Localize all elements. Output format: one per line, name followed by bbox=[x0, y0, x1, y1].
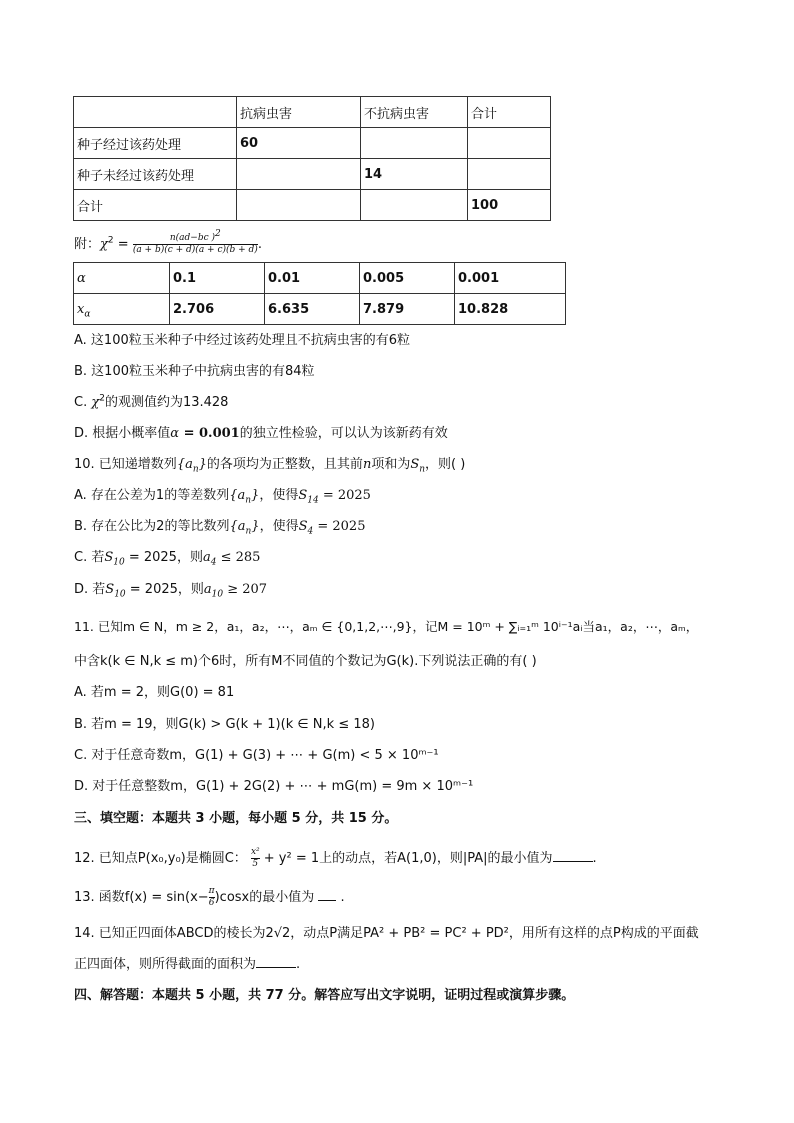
section-4-heading: 四、解答题：本题共 5 小题，共 77 分。解答应写出文字说明，证明过程或演算步骤。 bbox=[74, 988, 575, 1003]
appendix-formula: 附：$\chi^2$ = $\frac{n(ad-bc )^2}{(a + b)(c + d)(a + c)(b + d)}$ . bbox=[74, 229, 262, 255]
q13 bbox=[74, 886, 345, 909]
x-alpha-subscript: α bbox=[84, 309, 91, 320]
q9-c-text: 的观测值约为13.428 bbox=[104, 395, 229, 410]
q10-d-prefix: D. 若 bbox=[74, 582, 106, 597]
table-row bbox=[74, 190, 551, 221]
table-cell: 抗病虫害 bbox=[237, 97, 361, 128]
q14-tail: . bbox=[296, 957, 301, 972]
q12-frac-num: x² bbox=[250, 847, 260, 857]
q10-option-b: B. 存在公比为2的等比数列$\{a_n\}$，使得$S_4 = 2025$ bbox=[74, 519, 366, 537]
fraction-denominator: (a + b)(c + d)(a + c)(b + d) bbox=[132, 245, 258, 255]
table-cell bbox=[237, 159, 361, 190]
q13-mid: )cosx的最小值为 bbox=[214, 890, 315, 905]
q13-frac-num: π bbox=[208, 886, 215, 896]
table-cell: 合计 bbox=[74, 190, 237, 221]
q14-answer-blank[interactable] bbox=[256, 957, 296, 968]
q10-stem-d: ，则( ) bbox=[425, 457, 466, 472]
table-cell: 14 bbox=[361, 159, 468, 190]
q10-stem-b: 的各项均为正整数，且其前 bbox=[206, 457, 363, 472]
table-cell: 种子经过该药处理 bbox=[74, 128, 237, 159]
q14-line2 bbox=[74, 957, 300, 973]
q11-stem-line2: 中含k(k ∈ N,k ≤ m)个6时，所有M不同值的个数记为G(k).下列说法正确的有( ) bbox=[74, 654, 537, 669]
fraction-numerator: n(ad−bc ) bbox=[169, 233, 216, 243]
table-cell: 100 bbox=[468, 190, 551, 221]
table-row bbox=[74, 263, 566, 294]
table-cell bbox=[74, 97, 237, 128]
q12-frac-den: 5 bbox=[252, 859, 259, 869]
q9-d-text: 的独立性检验，可以认为该新药有效 bbox=[239, 426, 448, 441]
q13-frac-den: 6 bbox=[208, 898, 215, 908]
appendix-label: 附： bbox=[74, 237, 101, 252]
table-cell: 0.001 bbox=[455, 263, 566, 294]
critical-value-table bbox=[73, 262, 566, 325]
table-cell: 0.005 bbox=[360, 263, 455, 294]
q10-option-d: D. 若$S_{10} = 2025$，则$a_{10} \ge 207$ bbox=[74, 582, 268, 600]
q10-d-tail: ≥ 207 bbox=[223, 582, 268, 597]
q11-option-a: A. 若m = 2，则G(0) = 81 bbox=[74, 685, 235, 700]
table-cell: 合计 bbox=[468, 97, 551, 128]
table-cell: 7.879 bbox=[360, 294, 455, 325]
q10-b-eq: = 2025 bbox=[313, 519, 366, 534]
q10-a-eq: = 2025 bbox=[318, 488, 371, 503]
q10-c-prefix: C. 若 bbox=[74, 550, 105, 565]
table-cell bbox=[361, 190, 468, 221]
alpha-symbol: α bbox=[170, 426, 180, 441]
q9-c-prefix: C. bbox=[74, 395, 92, 410]
q14-line2-text: 正四面体，则所得截面的面积为 bbox=[74, 957, 257, 972]
q12 bbox=[74, 847, 597, 870]
table-cell bbox=[74, 294, 170, 325]
q11-stem-line1: 11. 已知m ∈ N，m ≥ 2，a₁，a₂，⋯，aₘ ∈ {0,1,2,⋯,9}，记M = 10ᵐ + ∑ᵢ₌₁ᵐ 10ⁱ⁻¹aᵢ当a₁，a₂，⋯，aₘ， bbox=[74, 619, 699, 634]
table-cell bbox=[361, 128, 468, 159]
q10-b-prefix: B. 存在公比为2的等比数列 bbox=[74, 519, 230, 534]
table-cell: 10.828 bbox=[455, 294, 566, 325]
q10-a-prefix: A. 存在公差为1的等差数列 bbox=[74, 488, 230, 503]
contingency-table bbox=[73, 96, 551, 221]
q10-c-tail: ≤ 285 bbox=[216, 550, 261, 565]
table-cell: α bbox=[74, 263, 170, 294]
table-row bbox=[74, 294, 566, 325]
q12-mid: + y² = 1上的动点，若A(1,0)，则|PA|的最小值为 bbox=[259, 851, 553, 866]
q9-option-a: A. 这100粒玉米种子中经过该药处理且不抗病虫害的有6粒 bbox=[74, 333, 411, 348]
q13-prefix: 13. 函数f(x) = sin(x− bbox=[74, 890, 209, 905]
q9-option-c: C. $\chi^2$的观测值约为13.428 bbox=[74, 393, 229, 410]
section-3-heading: 三、填空题：本题共 3 小题，每小题 5 分，共 15 分。 bbox=[74, 811, 398, 826]
q10-d-eq: = 2025，则 bbox=[125, 582, 204, 597]
x-alpha-symbol: x bbox=[77, 301, 85, 317]
q10-stem-a: 10. 已知递增数列 bbox=[74, 457, 177, 472]
q10-option-a: A. 存在公差为1的等差数列$\{a_n\}$，使得$S_{14} = 2025$ bbox=[74, 488, 371, 506]
q12-tail: . bbox=[592, 851, 597, 866]
q14-line1: 14. 已知正四面体ABCD的棱长为2√2，动点P满足PA² + PB² = PC² + PD²，用所有这样的点P构成的平面截 bbox=[74, 926, 699, 941]
table-cell: 种子未经过该药处理 bbox=[74, 159, 237, 190]
q12-fraction bbox=[251, 847, 260, 870]
q10-option-c: C. 若$S_{10} = 2025$，则$a_4 \le 285$ bbox=[74, 550, 261, 568]
q13-answer-blank[interactable] bbox=[318, 890, 336, 901]
chi-symbol: χ bbox=[91, 395, 100, 410]
q13-tail: . bbox=[340, 890, 345, 905]
table-row bbox=[74, 128, 551, 159]
q11-option-c: C. 对于任意奇数m，G(1) + G(3) + ⋯ + G(m) < 5 × 10ᵐ⁻¹ bbox=[74, 748, 439, 763]
table-cell bbox=[468, 159, 551, 190]
table-cell: 0.1 bbox=[170, 263, 265, 294]
table-cell: 不抗病虫害 bbox=[361, 97, 468, 128]
q9-d-prefix: D. 根据小概率值 bbox=[74, 426, 171, 441]
q10-b-mid: ，使得 bbox=[259, 519, 299, 534]
table-cell: 60 bbox=[237, 128, 361, 159]
table-cell: 2.706 bbox=[170, 294, 265, 325]
q10-stem-c: 项和为 bbox=[371, 457, 411, 472]
q12-answer-blank[interactable] bbox=[553, 851, 593, 862]
q9-option-d bbox=[74, 426, 448, 442]
table-header-row bbox=[74, 97, 551, 128]
table-cell bbox=[468, 128, 551, 159]
q9-d-value: = 0.001 bbox=[179, 426, 240, 441]
table-cell: 6.635 bbox=[265, 294, 360, 325]
table-cell bbox=[237, 190, 361, 221]
table-row bbox=[74, 159, 551, 190]
table-cell: 0.01 bbox=[265, 263, 360, 294]
q10-a-mid: ，使得 bbox=[259, 488, 299, 503]
chi-symbol: χ bbox=[100, 237, 108, 252]
appendix-tail: . bbox=[257, 237, 262, 252]
q11-option-d: D. 对于任意整数m，G(1) + 2G(2) + ⋯ + mG(m) = 9m × 10ᵐ⁻¹ bbox=[74, 779, 474, 794]
q9-option-b: B. 这100粒玉米种子中抗病虫害的有84粒 bbox=[74, 364, 315, 379]
q10-stem: 10. 已知递增数列$\{a_n\}$的各项均为正整数，且其前n项和为$S_n$，则( ) bbox=[74, 457, 466, 475]
q12-prefix: 12. 已知点P(x₀,y₀)是椭圆C： bbox=[74, 851, 247, 866]
chi-square-fraction: $\frac{n(ad-bc )^2}{(a + b)(c + d)(a + c)(b + d)}$ bbox=[132, 229, 258, 255]
q10-c-eq: = 2025，则 bbox=[124, 550, 203, 565]
q11-option-b: B. 若m = 19，则G(k) > G(k + 1)(k ∈ N,k ≤ 18) bbox=[74, 717, 375, 732]
